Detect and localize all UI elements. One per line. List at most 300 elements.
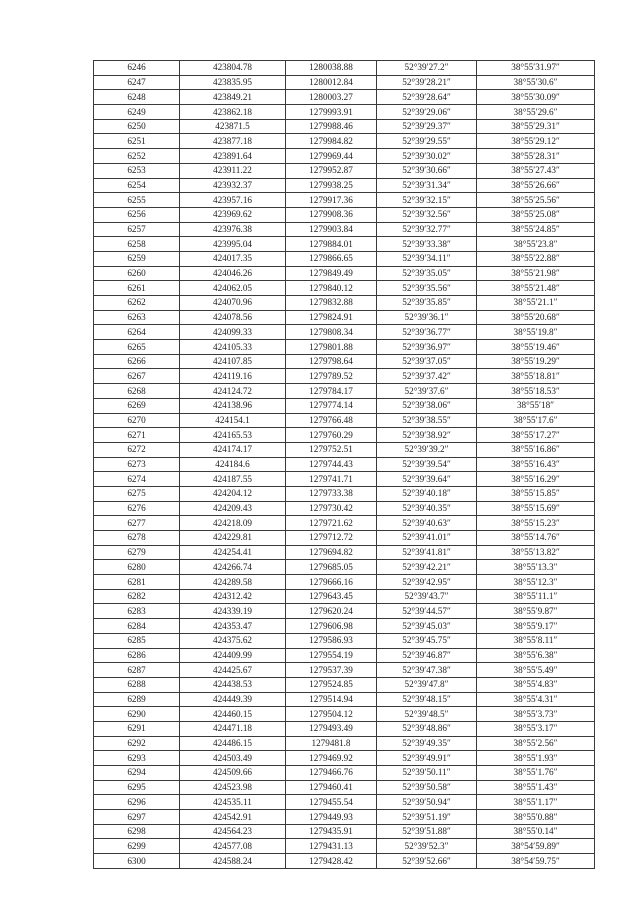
- x-coordinate-cell: 424509.66: [180, 766, 286, 781]
- y-coordinate-cell: 1279514.94: [286, 692, 377, 707]
- latitude-cell: 52°39′39.54″: [377, 457, 477, 472]
- y-coordinate-cell: 1279504.12: [286, 707, 377, 722]
- table-row: [94, 780, 595, 795]
- point-number-cell: 6289: [94, 692, 180, 707]
- y-coordinate-cell: 1279493.49: [286, 721, 377, 736]
- longitude-cell: 38°55′30.6″: [477, 75, 595, 90]
- x-coordinate-cell: 424062.05: [180, 281, 286, 296]
- point-number-cell: 6260: [94, 266, 180, 281]
- latitude-cell: 52°39′35.56″: [377, 281, 477, 296]
- y-coordinate-cell: 1279866.65: [286, 251, 377, 266]
- y-coordinate-cell: 1279993.91: [286, 105, 377, 120]
- x-coordinate-cell: 424187.55: [180, 472, 286, 487]
- point-number-cell: 6257: [94, 222, 180, 237]
- point-number-cell: 6266: [94, 354, 180, 369]
- longitude-cell: 38°55′18.81″: [477, 369, 595, 384]
- x-coordinate-cell: 423911.22: [180, 163, 286, 178]
- x-coordinate-cell: 423995.04: [180, 237, 286, 252]
- y-coordinate-cell: 1279760.29: [286, 428, 377, 443]
- x-coordinate-cell: 424449.39: [180, 692, 286, 707]
- x-coordinate-cell: 424353.47: [180, 619, 286, 634]
- longitude-cell: 38°55′0.14″: [477, 824, 595, 839]
- table-row: [94, 134, 595, 149]
- x-coordinate-cell: 423969.62: [180, 207, 286, 222]
- point-number-cell: 6277: [94, 516, 180, 531]
- longitude-cell: 38°55′30.09″: [477, 90, 595, 105]
- table-row: [94, 589, 595, 604]
- point-number-cell: 6246: [94, 61, 180, 76]
- table-row: [94, 677, 595, 692]
- longitude-cell: 38°55′16.29″: [477, 472, 595, 487]
- x-coordinate-cell: 424339.19: [180, 604, 286, 619]
- x-coordinate-cell: 424375.62: [180, 633, 286, 648]
- y-coordinate-cell: 1279730.42: [286, 501, 377, 516]
- y-coordinate-cell: 1279917.36: [286, 193, 377, 208]
- point-number-cell: 6253: [94, 163, 180, 178]
- x-coordinate-cell: 424218.09: [180, 516, 286, 531]
- point-number-cell: 6288: [94, 677, 180, 692]
- table-row: [94, 501, 595, 516]
- latitude-cell: 52°39′48.5″: [377, 707, 477, 722]
- y-coordinate-cell: 1280012.84: [286, 75, 377, 90]
- x-coordinate-cell: 424266.74: [180, 560, 286, 575]
- longitude-cell: 38°55′29.12″: [477, 134, 595, 149]
- table-row: [94, 325, 595, 340]
- table-row: [94, 266, 595, 281]
- latitude-cell: 52°39′31.34″: [377, 178, 477, 193]
- point-number-cell: 6252: [94, 149, 180, 164]
- y-coordinate-cell: 1279824.91: [286, 310, 377, 325]
- longitude-cell: 38°55′2.56″: [477, 736, 595, 751]
- latitude-cell: 52°39′48.86″: [377, 721, 477, 736]
- x-coordinate-cell: 424165.53: [180, 428, 286, 443]
- x-coordinate-cell: 423976.38: [180, 222, 286, 237]
- latitude-cell: 52°39′45.03″: [377, 619, 477, 634]
- table-row: [94, 384, 595, 399]
- point-number-cell: 6285: [94, 633, 180, 648]
- point-number-cell: 6283: [94, 604, 180, 619]
- point-number-cell: 6269: [94, 398, 180, 413]
- x-coordinate-cell: 424542.91: [180, 810, 286, 825]
- latitude-cell: 52°39′52.66″: [377, 854, 477, 869]
- point-number-cell: 6292: [94, 736, 180, 751]
- y-coordinate-cell: 1279744.43: [286, 457, 377, 472]
- point-number-cell: 6272: [94, 442, 180, 457]
- y-coordinate-cell: 1279643.45: [286, 589, 377, 604]
- x-coordinate-cell: 423877.18: [180, 134, 286, 149]
- point-number-cell: 6261: [94, 281, 180, 296]
- table-row: [94, 149, 595, 164]
- longitude-cell: 38°55′9.17″: [477, 619, 595, 634]
- point-number-cell: 6255: [94, 193, 180, 208]
- y-coordinate-cell: 1279712.72: [286, 531, 377, 546]
- table-row: [94, 457, 595, 472]
- y-coordinate-cell: 1279524.85: [286, 677, 377, 692]
- y-coordinate-cell: 1279840.12: [286, 281, 377, 296]
- longitude-cell: 38°55′19.29″: [477, 354, 595, 369]
- longitude-cell: 38°54′59.75″: [477, 854, 595, 869]
- y-coordinate-cell: 1279774.14: [286, 398, 377, 413]
- table-row: [94, 442, 595, 457]
- longitude-cell: 38°55′1.93″: [477, 751, 595, 766]
- longitude-cell: 38°55′16.86″: [477, 442, 595, 457]
- point-number-cell: 6294: [94, 766, 180, 781]
- longitude-cell: 38°55′21.1″: [477, 296, 595, 311]
- point-number-cell: 6262: [94, 296, 180, 311]
- x-coordinate-cell: 423871.5: [180, 119, 286, 134]
- latitude-cell: 52°39′41.01″: [377, 531, 477, 546]
- table-row: [94, 531, 595, 546]
- longitude-cell: 38°55′21.98″: [477, 266, 595, 281]
- x-coordinate-cell: 424119.16: [180, 369, 286, 384]
- latitude-cell: 52°39′29.55″: [377, 134, 477, 149]
- longitude-cell: 38°55′1.76″: [477, 766, 595, 781]
- x-coordinate-cell: 423891.64: [180, 149, 286, 164]
- point-number-cell: 6265: [94, 340, 180, 355]
- latitude-cell: 52°39′40.35″: [377, 501, 477, 516]
- longitude-cell: 38°55′15.23″: [477, 516, 595, 531]
- point-number-cell: 6254: [94, 178, 180, 193]
- x-coordinate-cell: 423835.95: [180, 75, 286, 90]
- latitude-cell: 52°39′32.56″: [377, 207, 477, 222]
- latitude-cell: 52°39′36.77″: [377, 325, 477, 340]
- y-coordinate-cell: 1279606.98: [286, 619, 377, 634]
- point-number-cell: 6284: [94, 619, 180, 634]
- y-coordinate-cell: 1279808.34: [286, 325, 377, 340]
- x-coordinate-cell: 424471.18: [180, 721, 286, 736]
- latitude-cell: 52°39′36.97″: [377, 340, 477, 355]
- latitude-cell: 52°39′40.18″: [377, 486, 477, 501]
- point-number-cell: 6275: [94, 486, 180, 501]
- latitude-cell: 52°39′37.6″: [377, 384, 477, 399]
- y-coordinate-cell: 1279752.51: [286, 442, 377, 457]
- x-coordinate-cell: 423862.18: [180, 105, 286, 120]
- point-number-cell: 6264: [94, 325, 180, 340]
- table-row: [94, 310, 595, 325]
- longitude-cell: 38°55′27.43″: [477, 163, 595, 178]
- x-coordinate-cell: 424174.17: [180, 442, 286, 457]
- table-row: [94, 516, 595, 531]
- y-coordinate-cell: 1279741.71: [286, 472, 377, 487]
- latitude-cell: 52°39′35.05″: [377, 266, 477, 281]
- latitude-cell: 52°39′38.92″: [377, 428, 477, 443]
- y-coordinate-cell: 1280003.27: [286, 90, 377, 105]
- table-row: [94, 90, 595, 105]
- x-coordinate-cell: 424154.1: [180, 413, 286, 428]
- longitude-cell: 38°55′17.6″: [477, 413, 595, 428]
- longitude-cell: 38°55′18″: [477, 398, 595, 413]
- point-number-cell: 6299: [94, 839, 180, 854]
- longitude-cell: 38°55′1.43″: [477, 780, 595, 795]
- point-number-cell: 6267: [94, 369, 180, 384]
- table-row: [94, 281, 595, 296]
- point-number-cell: 6278: [94, 531, 180, 546]
- longitude-cell: 38°55′20.68″: [477, 310, 595, 325]
- latitude-cell: 52°39′50.58″: [377, 780, 477, 795]
- latitude-cell: 52°39′50.94″: [377, 795, 477, 810]
- point-number-cell: 6258: [94, 237, 180, 252]
- longitude-cell: 38°55′25.08″: [477, 207, 595, 222]
- table-row: [94, 105, 595, 120]
- point-number-cell: 6263: [94, 310, 180, 325]
- point-number-cell: 6270: [94, 413, 180, 428]
- latitude-cell: 52°39′43.7″: [377, 589, 477, 604]
- table-row: [94, 751, 595, 766]
- y-coordinate-cell: 1279884.01: [286, 237, 377, 252]
- latitude-cell: 52°39′44.57″: [377, 604, 477, 619]
- point-number-cell: 6250: [94, 119, 180, 134]
- latitude-cell: 52°39′32.15″: [377, 193, 477, 208]
- longitude-cell: 38°55′17.27″: [477, 428, 595, 443]
- x-coordinate-cell: 424107.85: [180, 354, 286, 369]
- latitude-cell: 52°39′40.63″: [377, 516, 477, 531]
- point-number-cell: 6281: [94, 575, 180, 590]
- point-number-cell: 6295: [94, 780, 180, 795]
- longitude-cell: 38°55′25.56″: [477, 193, 595, 208]
- longitude-cell: 38°55′8.11″: [477, 633, 595, 648]
- longitude-cell: 38°55′12.3″: [477, 575, 595, 590]
- latitude-cell: 52°39′47.8″: [377, 677, 477, 692]
- latitude-cell: 52°39′27.2″: [377, 61, 477, 76]
- longitude-cell: 38°55′29.31″: [477, 119, 595, 134]
- table-row: [94, 61, 595, 76]
- table-row: [94, 692, 595, 707]
- y-coordinate-cell: 1279466.76: [286, 766, 377, 781]
- latitude-cell: 52°39′51.88″: [377, 824, 477, 839]
- table-row: [94, 721, 595, 736]
- longitude-cell: 38°55′21.48″: [477, 281, 595, 296]
- x-coordinate-cell: 424105.33: [180, 340, 286, 355]
- point-number-cell: 6286: [94, 648, 180, 663]
- y-coordinate-cell: 1279938.25: [286, 178, 377, 193]
- longitude-cell: 38°55′22.88″: [477, 251, 595, 266]
- longitude-cell: 38°55′14.76″: [477, 531, 595, 546]
- table-row: [94, 707, 595, 722]
- y-coordinate-cell: 1279849.49: [286, 266, 377, 281]
- x-coordinate-cell: 424577.08: [180, 839, 286, 854]
- point-number-cell: 6251: [94, 134, 180, 149]
- longitude-cell: 38°55′15.85″: [477, 486, 595, 501]
- table-row: [94, 193, 595, 208]
- longitude-cell: 38°55′29.6″: [477, 105, 595, 120]
- y-coordinate-cell: 1279789.52: [286, 369, 377, 384]
- point-number-cell: 6248: [94, 90, 180, 105]
- x-coordinate-cell: 424460.15: [180, 707, 286, 722]
- coordinates-table: [93, 60, 595, 869]
- table-row: [94, 663, 595, 678]
- table-row: [94, 824, 595, 839]
- longitude-cell: 38°55′16.43″: [477, 457, 595, 472]
- table-row: [94, 545, 595, 560]
- table-row: [94, 648, 595, 663]
- latitude-cell: 52°39′30.02″: [377, 149, 477, 164]
- x-coordinate-cell: 423849.21: [180, 90, 286, 105]
- x-coordinate-cell: 423804.78: [180, 61, 286, 76]
- latitude-cell: 52°39′29.06″: [377, 105, 477, 120]
- longitude-cell: 38°55′28.31″: [477, 149, 595, 164]
- table-row: [94, 633, 595, 648]
- longitude-cell: 38°55′23.8″: [477, 237, 595, 252]
- x-coordinate-cell: 424229.81: [180, 531, 286, 546]
- x-coordinate-cell: 424046.26: [180, 266, 286, 281]
- x-coordinate-cell: 423957.16: [180, 193, 286, 208]
- latitude-cell: 52°39′48.15″: [377, 692, 477, 707]
- y-coordinate-cell: 1279620.24: [286, 604, 377, 619]
- latitude-cell: 52°39′42.21″: [377, 560, 477, 575]
- y-coordinate-cell: 1279952.87: [286, 163, 377, 178]
- x-coordinate-cell: 424070.96: [180, 296, 286, 311]
- longitude-cell: 38°55′11.1″: [477, 589, 595, 604]
- x-coordinate-cell: 424289.58: [180, 575, 286, 590]
- y-coordinate-cell: 1279988.46: [286, 119, 377, 134]
- x-coordinate-cell: 424503.49: [180, 751, 286, 766]
- x-coordinate-cell: 424409.99: [180, 648, 286, 663]
- y-coordinate-cell: 1279908.36: [286, 207, 377, 222]
- x-coordinate-cell: 424209.43: [180, 501, 286, 516]
- table-row: [94, 560, 595, 575]
- x-coordinate-cell: 424138.96: [180, 398, 286, 413]
- y-coordinate-cell: 1279801.88: [286, 340, 377, 355]
- table-row: [94, 398, 595, 413]
- y-coordinate-cell: 1279554.19: [286, 648, 377, 663]
- table-row: [94, 795, 595, 810]
- longitude-cell: 38°55′31.97″: [477, 61, 595, 76]
- y-coordinate-cell: 1279969.44: [286, 149, 377, 164]
- point-number-cell: 6296: [94, 795, 180, 810]
- longitude-cell: 38°55′15.69″: [477, 501, 595, 516]
- longitude-cell: 38°55′9.87″: [477, 604, 595, 619]
- longitude-cell: 38°55′5.49″: [477, 663, 595, 678]
- latitude-cell: 52°39′42.95″: [377, 575, 477, 590]
- latitude-cell: 52°39′45.75″: [377, 633, 477, 648]
- y-coordinate-cell: 1279721.62: [286, 516, 377, 531]
- point-number-cell: 6256: [94, 207, 180, 222]
- x-coordinate-cell: 423932.37: [180, 178, 286, 193]
- longitude-cell: 38°55′6.38″: [477, 648, 595, 663]
- latitude-cell: 52°39′30.66″: [377, 163, 477, 178]
- longitude-cell: 38°55′4.83″: [477, 677, 595, 692]
- longitude-cell: 38°55′1.17″: [477, 795, 595, 810]
- longitude-cell: 38°55′13.82″: [477, 545, 595, 560]
- y-coordinate-cell: 1279431.13: [286, 839, 377, 854]
- point-number-cell: 6271: [94, 428, 180, 443]
- longitude-cell: 38°55′19.8″: [477, 325, 595, 340]
- y-coordinate-cell: 1279784.17: [286, 384, 377, 399]
- table-row: [94, 340, 595, 355]
- table-row: [94, 237, 595, 252]
- coordinates-table-body: [94, 61, 595, 869]
- y-coordinate-cell: 1279798.64: [286, 354, 377, 369]
- table-row: [94, 619, 595, 634]
- table-row: [94, 854, 595, 869]
- latitude-cell: 52°39′41.81″: [377, 545, 477, 560]
- y-coordinate-cell: 1279832.88: [286, 296, 377, 311]
- table-row: [94, 163, 595, 178]
- longitude-cell: 38°55′26.66″: [477, 178, 595, 193]
- table-row: [94, 766, 595, 781]
- table-row: [94, 178, 595, 193]
- latitude-cell: 52°39′39.2″: [377, 442, 477, 457]
- table-row: [94, 296, 595, 311]
- point-number-cell: 6273: [94, 457, 180, 472]
- latitude-cell: 52°39′49.35″: [377, 736, 477, 751]
- latitude-cell: 52°39′52.3″: [377, 839, 477, 854]
- point-number-cell: 6282: [94, 589, 180, 604]
- point-number-cell: 6259: [94, 251, 180, 266]
- point-number-cell: 6298: [94, 824, 180, 839]
- latitude-cell: 52°39′35.85″: [377, 296, 477, 311]
- latitude-cell: 52°39′32.77″: [377, 222, 477, 237]
- latitude-cell: 52°39′51.19″: [377, 810, 477, 825]
- y-coordinate-cell: 1279428.42: [286, 854, 377, 869]
- latitude-cell: 52°39′47.38″: [377, 663, 477, 678]
- y-coordinate-cell: 1279481.8: [286, 736, 377, 751]
- y-coordinate-cell: 1279586.93: [286, 633, 377, 648]
- y-coordinate-cell: 1279455.54: [286, 795, 377, 810]
- table-row: [94, 413, 595, 428]
- y-coordinate-cell: 1279537.39: [286, 663, 377, 678]
- longitude-cell: 38°55′24.85″: [477, 222, 595, 237]
- x-coordinate-cell: 424312.42: [180, 589, 286, 604]
- latitude-cell: 52°39′49.91″: [377, 751, 477, 766]
- y-coordinate-cell: 1279694.82: [286, 545, 377, 560]
- latitude-cell: 52°39′38.55″: [377, 413, 477, 428]
- point-number-cell: 6249: [94, 105, 180, 120]
- y-coordinate-cell: 1279733.38: [286, 486, 377, 501]
- x-coordinate-cell: 424535.11: [180, 795, 286, 810]
- longitude-cell: 38°55′3.17″: [477, 721, 595, 736]
- x-coordinate-cell: 424588.24: [180, 854, 286, 869]
- point-number-cell: 6300: [94, 854, 180, 869]
- y-coordinate-cell: 1279903.84: [286, 222, 377, 237]
- y-coordinate-cell: 1280038.88: [286, 61, 377, 76]
- table-row: [94, 839, 595, 854]
- x-coordinate-cell: 424564.23: [180, 824, 286, 839]
- x-coordinate-cell: 424254.41: [180, 545, 286, 560]
- latitude-cell: 52°39′34.11″: [377, 251, 477, 266]
- table-row: [94, 486, 595, 501]
- point-number-cell: 6279: [94, 545, 180, 560]
- point-number-cell: 6268: [94, 384, 180, 399]
- point-number-cell: 6291: [94, 721, 180, 736]
- y-coordinate-cell: 1279666.16: [286, 575, 377, 590]
- x-coordinate-cell: 424486.15: [180, 736, 286, 751]
- table-row: [94, 736, 595, 751]
- latitude-cell: 52°39′28.21″: [377, 75, 477, 90]
- y-coordinate-cell: 1279984.82: [286, 134, 377, 149]
- table-row: [94, 251, 595, 266]
- point-number-cell: 6290: [94, 707, 180, 722]
- point-number-cell: 6247: [94, 75, 180, 90]
- table-row: [94, 119, 595, 134]
- point-number-cell: 6287: [94, 663, 180, 678]
- table-row: [94, 428, 595, 443]
- y-coordinate-cell: 1279435.91: [286, 824, 377, 839]
- longitude-cell: 38°55′18.53″: [477, 384, 595, 399]
- point-number-cell: 6293: [94, 751, 180, 766]
- longitude-cell: 38°55′13.3″: [477, 560, 595, 575]
- table-row: [94, 472, 595, 487]
- latitude-cell: 52°39′37.42″: [377, 369, 477, 384]
- latitude-cell: 52°39′50.11″: [377, 766, 477, 781]
- table-row: [94, 207, 595, 222]
- point-number-cell: 6276: [94, 501, 180, 516]
- x-coordinate-cell: 424078.56: [180, 310, 286, 325]
- x-coordinate-cell: 424184.6: [180, 457, 286, 472]
- table-row: [94, 354, 595, 369]
- x-coordinate-cell: 424124.72: [180, 384, 286, 399]
- y-coordinate-cell: 1279685.05: [286, 560, 377, 575]
